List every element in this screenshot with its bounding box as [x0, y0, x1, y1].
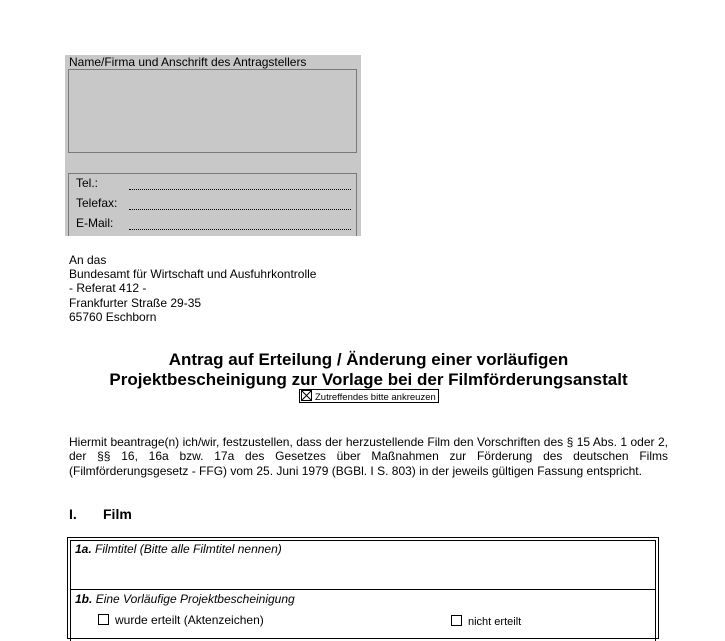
intro-paragraph: Hiermit beantrage(n) ich/wir, festzustellen, dass der herzustellende Film den Vorschriften des § 15 Abs. 1 oder 2, der §§ 16, 16a bzw. 17a des Gesetzes über Maßnahmen zur Förderung des deutschen Films (Filmförderungsgesetz - FFG) vom 25. Juni 1979 (BGBl. I S. 803) in der jeweils gültigen Fassung entspricht. [69, 435, 668, 478]
recipient-address [69, 253, 316, 324]
email-label: E-Mail: [76, 216, 114, 230]
fax-input[interactable] [129, 209, 351, 210]
recipient-line: Frankfurter Straße 29-35 [69, 295, 202, 310]
section-title: Film [103, 506, 132, 522]
recipient-line: 65760 Eschborn [69, 309, 157, 324]
checked-box-icon [301, 390, 312, 401]
instruction-hint-text: Zutreffendes bitte ankreuzen [315, 392, 436, 403]
document-title-line-1: Antrag auf Erteilung / Änderung einer vorläufigen [168, 350, 569, 369]
recipient-line: - Referat 412 - [69, 281, 147, 296]
email-input[interactable] [129, 229, 351, 230]
field-number: 1b. [75, 592, 93, 606]
film-title-label [75, 542, 282, 556]
film-form-table [67, 537, 659, 639]
checkbox-not-issued[interactable] [451, 615, 462, 626]
field-label-text: Eine Vorläufige Projektbescheinigung [95, 592, 295, 606]
project-certificate-label [75, 592, 295, 606]
checkbox-issued[interactable] [98, 614, 109, 625]
field-number: 1a. [75, 542, 92, 556]
applicant-box [65, 55, 361, 236]
applicant-label: Name/Firma und Anschrift des Antragstellers [69, 55, 307, 69]
document-title-line-2: Projektbescheinigung zur Vorlage bei der Filmförderungsanstalt [109, 370, 628, 389]
phone-label: Tel.: [76, 176, 99, 190]
film-form-inner [70, 540, 656, 641]
section-number: I. [69, 506, 77, 522]
recipient-line: An das [69, 253, 107, 267]
contact-box [68, 173, 357, 236]
field-label-text: Filmtitel (Bitte alle Filmtitel nennen) [95, 542, 282, 556]
fax-label: Telefax: [76, 196, 118, 210]
option-not-issued-label: nicht erteilt [468, 616, 522, 628]
phone-input[interactable] [129, 189, 351, 190]
recipient-line: Bundesamt für Wirtschaft und Ausfuhrkontrolle [69, 267, 317, 282]
option-issued[interactable] [98, 613, 264, 627]
film-title-field[interactable] [71, 541, 655, 590]
instruction-hint [299, 389, 439, 403]
option-not-issued[interactable] [451, 615, 521, 628]
applicant-address-field[interactable] [68, 69, 357, 153]
option-issued-label: wurde erteilt (Aktenzeichen) [115, 613, 264, 627]
